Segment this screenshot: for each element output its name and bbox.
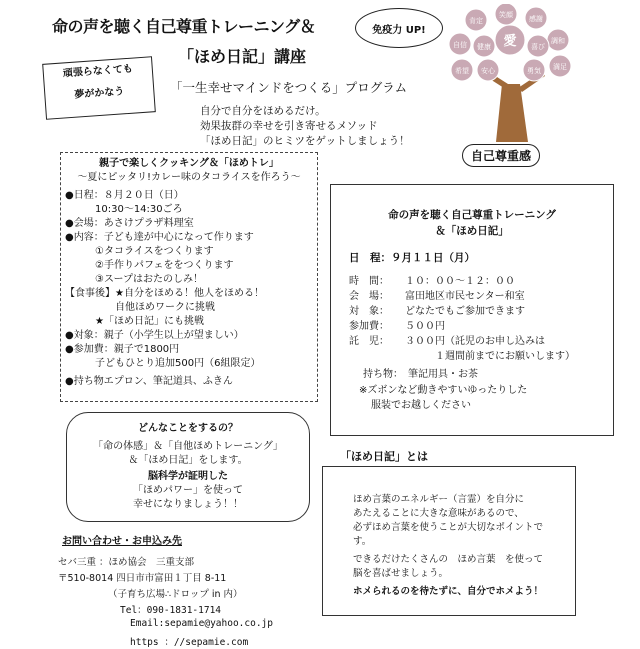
cooking-event-box	[60, 152, 318, 402]
leaf-word: 喜び	[531, 43, 545, 51]
leaf-word: 感謝	[529, 15, 543, 23]
contact-place: （子育ち広場∴ドロップ in 内）	[108, 589, 243, 600]
session-info-box	[330, 184, 614, 436]
leaf-word: 調和	[551, 37, 565, 45]
intro-line: 「ほめ日記」のヒミツをゲットしましょう！	[200, 135, 410, 147]
session-title-2: ＆「ほめ日記」	[435, 225, 509, 237]
cooking-detail: 10:30～14:30ごろ	[65, 204, 183, 215]
what-question: どんなことをするの？	[138, 423, 238, 434]
session-title: 命の声を聴く自己尊重トレーニング	[388, 209, 556, 221]
cooking-detail: 【食事後】★自分をほめる！他人をほめる！	[65, 288, 264, 299]
scroll-line-2: 夢がかなう	[74, 86, 125, 101]
session-note: １週間前までにお願いします）	[435, 351, 575, 362]
session-row-value: ３００円（託児のお申し込みは	[405, 336, 545, 347]
tree-illustration	[446, 4, 578, 150]
cooking-detail: ●会場：あさけプラザ料理室	[65, 218, 194, 229]
immunity-bubble: 免疫力 UP!	[355, 8, 443, 48]
homenikki-scroll	[322, 466, 576, 616]
title-line-2: 「ほめ日記」講座	[178, 47, 307, 66]
cooking-detail: ●参加費：親子で1800円	[65, 344, 180, 355]
what-line: 「命の体感」＆「自他ほめトレーニング」	[93, 441, 283, 452]
session-row-label: 託 児：	[349, 336, 389, 347]
leaf-word: 肯定	[469, 17, 483, 25]
contact-tel: Tel：090-1831-1714	[120, 605, 222, 616]
what-line: 幸せになりましょう！！	[133, 499, 243, 510]
tree-trunk	[496, 84, 528, 142]
leaf-word: 希望	[455, 67, 469, 75]
cooking-detail: ①タコライスをつくります	[65, 246, 214, 257]
homenikki-heading: 「ほめ日記」とは	[340, 450, 428, 463]
intro-text	[200, 104, 410, 149]
contact-address: 〒510-8014 四日市市富田１丁目 8-11	[58, 573, 227, 584]
cooking-detail: ●対象：親子（小学生以上が望ましい）	[65, 330, 244, 341]
homenikki-line: す。	[353, 536, 372, 547]
homenikki-line: 必ずほめ言葉を使うことが大切なポイントで	[353, 522, 544, 533]
what-line: ＆「ほめ日記」をします。	[128, 455, 248, 466]
session-row-label: 対 象：	[349, 306, 389, 317]
leaf-word: 勇気	[527, 67, 541, 75]
cooking-subtitle: ～夏にピッタリ!カレー味のタコライスを作ろう～	[77, 172, 301, 183]
what-we-do-box	[66, 412, 310, 522]
session-row-label: 参加費：	[349, 321, 389, 332]
cooking-detail: 自他ほめワークに挑戦	[65, 302, 215, 313]
leaf-word: 安心	[481, 67, 495, 75]
what-line: 「ほめパワー」を使って	[133, 485, 243, 496]
session-bring: 持ち物： 筆記用具・お茶	[363, 369, 478, 380]
leaf-word: 健康	[477, 43, 491, 51]
cooking-detail: 子どもひとり追加500円（6組限定）	[65, 358, 261, 369]
contact-heading: お問い合わせ・お申込み先	[62, 536, 182, 547]
intro-line: 効果抜群の幸せを引き寄せるメソッド	[200, 120, 378, 132]
homenikki-line: ほめ言葉のエネルギー（言霊）を自分に	[353, 494, 525, 505]
session-note: 服装でお越しください	[371, 400, 471, 411]
subtitle: 「一生幸せマインドをつくる」プログラム	[170, 80, 408, 95]
session-row-value: ５００円	[405, 321, 445, 332]
session-row-value: １０：００～１２：００	[405, 276, 515, 287]
homenikki-line: 脳を喜ばせましょう。	[353, 568, 449, 579]
title-line-1: 命の声を聴く自己尊重トレーニング＆	[52, 17, 316, 36]
homenikki-line: ホメられるのを待たずに、自分でホメよう！	[353, 586, 544, 597]
cooking-detail: ③スープはおたのしみ！	[65, 274, 203, 285]
contact-org: セバ三重 ：ほめ協会 三重支部	[58, 557, 195, 568]
contact-url: https ：//sepamie.com	[130, 637, 249, 648]
leaf-word: 笑顔	[499, 11, 513, 19]
cooking-detail: ★「ほめ日記」にも挑戦	[65, 316, 204, 327]
leaf-word: 満足	[553, 63, 567, 71]
homenikki-line: できるだけたくさんの ほめ言葉 を使って	[353, 554, 544, 565]
what-line: 脳科学が証明した	[148, 471, 228, 482]
intro-line: 自分で自分をほめるだけ。	[200, 105, 326, 117]
scroll-line-1: 頑張らなくても	[62, 63, 134, 80]
homenikki-line: あたえることに大きな意味があるので、	[353, 508, 524, 519]
cooking-detail: ●日程：８月２０日（日）	[65, 190, 184, 201]
contact-email: Email:sepamie@yahoo.co.jp	[130, 618, 273, 629]
cooking-detail: ②手作りパフェををつくります	[65, 260, 234, 271]
session-row-value: どなたでもご参加できます	[405, 306, 525, 317]
cooking-detail: ●内容：子ども達が中心になって作ります	[65, 232, 254, 243]
session-row-value: 富田地区市民センター和室	[405, 291, 525, 302]
cooking-title: 親子で楽しくクッキング＆「ほめトレ」	[99, 158, 279, 169]
leaf-word: 自信	[453, 41, 467, 49]
cooking-detail: ●持ち物エプロン、筆記道具、ふきん	[65, 376, 233, 387]
self-esteem-label: 自己尊重感	[462, 144, 540, 167]
leaf-word: 愛	[503, 34, 517, 49]
session-note: ※ズボンなど動きやすいゆったりした	[359, 385, 528, 396]
scroll-banner-left	[42, 56, 156, 120]
session-date: 日 程：９月１１日（月）	[349, 252, 475, 264]
session-row-label: 会 場：	[349, 291, 389, 302]
session-row-label: 時 間：	[349, 276, 389, 287]
